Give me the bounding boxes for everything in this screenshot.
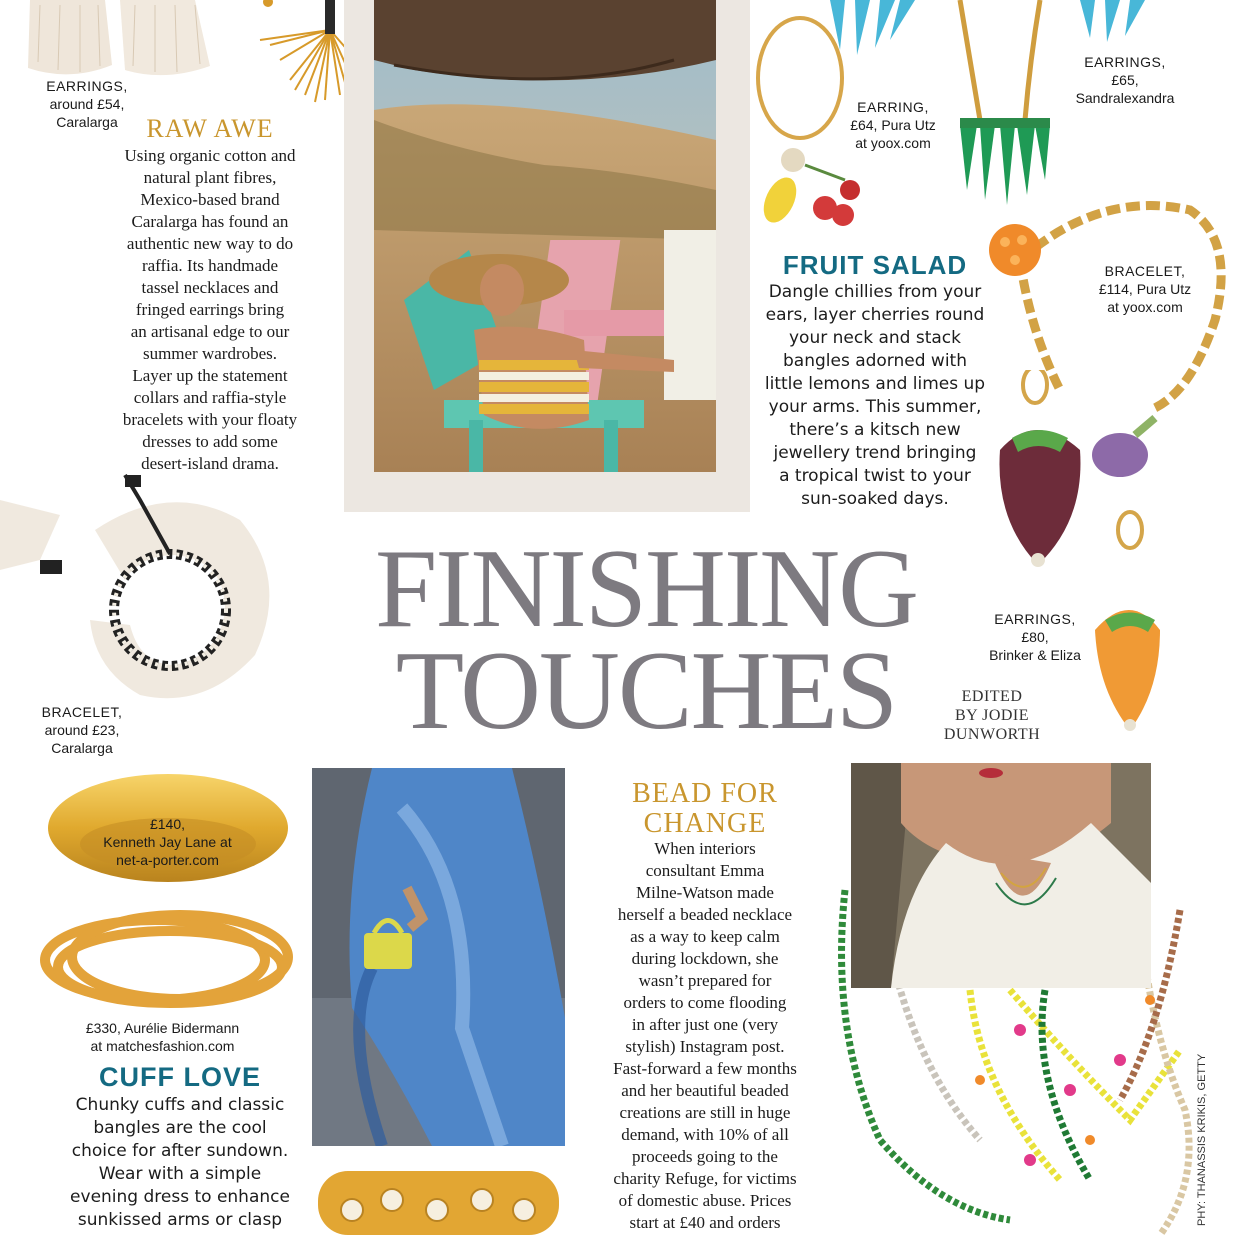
caption-line: at matchesfashion.com bbox=[90, 1038, 235, 1054]
body-line: Mexico-based brand bbox=[140, 190, 280, 209]
edited-by-line: EDITED bbox=[961, 688, 1023, 705]
street-style-photo bbox=[312, 768, 565, 1146]
caption-line: EARRING, bbox=[857, 99, 929, 115]
body-line: natural plant fibres, bbox=[143, 168, 277, 187]
caption-bracelet-pura-utz bbox=[1085, 262, 1205, 316]
cuff-love-heading: CUFF LOVE bbox=[99, 1062, 261, 1092]
body-line: creations are still in huge bbox=[619, 1103, 791, 1122]
caption-line: £114, Pura Utz bbox=[1098, 281, 1192, 297]
caption-earrings-sandralexandra bbox=[1060, 53, 1190, 107]
body-line: there’s a kitsch new bbox=[789, 420, 961, 440]
caption-line: Kenneth Jay Lane at bbox=[103, 834, 232, 850]
body-line: Layer up the statement bbox=[132, 366, 288, 385]
body-line: as a way to keep calm bbox=[630, 927, 780, 946]
body-line: orders to come flooding bbox=[623, 993, 787, 1012]
caption-line: around £23, bbox=[44, 722, 120, 738]
portrait-photo bbox=[851, 763, 1151, 988]
caption-line: £65, bbox=[1111, 72, 1139, 88]
body-line: herself a beaded necklace bbox=[617, 905, 793, 924]
caption-line: Brinker & Eliza bbox=[989, 647, 1081, 663]
page-title-line1: FINISHING bbox=[375, 527, 917, 651]
gold-bangles-image bbox=[35, 905, 305, 1015]
caption-line: EARRINGS, bbox=[994, 611, 1076, 627]
caption-line: around £54, bbox=[49, 96, 125, 112]
caption-line: Caralarga bbox=[51, 740, 113, 756]
caption-line: EARRINGS, bbox=[1084, 54, 1166, 70]
body-line: Milne-Watson made bbox=[636, 883, 774, 902]
pearl-cuff-image bbox=[312, 1165, 565, 1235]
photo-credit: PHY: THANASSIS KRIKIS, GETTY bbox=[1196, 1053, 1208, 1226]
body-line: Caralarga has found an bbox=[131, 212, 289, 231]
caption-line: Caralarga bbox=[56, 114, 118, 130]
body-line: Fast-forward a few months bbox=[613, 1059, 797, 1078]
body-line: summer wardrobes. bbox=[142, 344, 278, 363]
body-line: authentic new way to do bbox=[126, 234, 294, 253]
body-line: Chunky cuffs and classic bbox=[75, 1095, 285, 1115]
caption-bracelet-caralarga bbox=[26, 703, 138, 757]
body-line: a tropical twist to your bbox=[779, 466, 971, 486]
body-line: proceeds going to the bbox=[632, 1147, 778, 1166]
body-line: an artisanal edge to our bbox=[130, 322, 290, 341]
beach-photo bbox=[374, 0, 716, 472]
raw-awe-heading: RAW AWE bbox=[146, 114, 274, 143]
body-line: start at £40 and orders bbox=[629, 1213, 781, 1232]
edited-by-line: DUNWORTH bbox=[943, 726, 1041, 743]
body-line: Using organic cotton and bbox=[124, 146, 296, 165]
body-line: dresses to add some bbox=[142, 432, 278, 451]
body-line: stylish) Instagram post. bbox=[625, 1037, 785, 1056]
body-line: raffia. Its handmade bbox=[141, 256, 279, 275]
caption-line: BRACELET, bbox=[1104, 263, 1186, 279]
caption-cuff-kjl bbox=[85, 815, 250, 869]
caption-earrings-brinker bbox=[980, 610, 1090, 664]
caption-line: at yoox.com bbox=[855, 135, 931, 151]
body-line: fringed earrings bring bbox=[135, 300, 285, 319]
caption-earring-pura-utz bbox=[833, 98, 953, 152]
body-line: charity Refuge, for victims bbox=[613, 1169, 797, 1188]
body-line: sunkissed arms or clasp bbox=[77, 1210, 283, 1230]
body-line: bracelets with your floaty bbox=[122, 410, 298, 429]
caption-line: EARRINGS, bbox=[46, 78, 128, 94]
body-line: bangles adorned with bbox=[782, 351, 967, 371]
body-line: of domestic abuse. Prices bbox=[618, 1191, 792, 1210]
caption-line: at yoox.com bbox=[1107, 299, 1183, 315]
body-line: your neck and stack bbox=[789, 328, 961, 348]
bead-for-change-body bbox=[580, 838, 830, 1234]
body-line: tassel necklaces and bbox=[141, 278, 279, 297]
body-line: sun-soaked days. bbox=[801, 489, 949, 509]
body-line: demand, with 10% of all bbox=[621, 1125, 789, 1144]
caption-line: Sandralexandra bbox=[1075, 90, 1175, 106]
caption-bangles-ab bbox=[55, 1019, 270, 1055]
page-title-line2: TOUCHES bbox=[395, 629, 897, 753]
body-line: consultant Emma bbox=[645, 861, 765, 880]
body-line: Wear with a simple bbox=[98, 1164, 262, 1184]
body-line: little lemons and limes up bbox=[764, 374, 986, 394]
caption-line: £64, Pura Utz bbox=[850, 117, 936, 133]
body-line: and her beautiful beaded bbox=[621, 1081, 789, 1100]
caption-line: BRACELET, bbox=[41, 704, 123, 720]
body-line: collars and raffia-style bbox=[133, 388, 287, 407]
fruit-salad-heading: FRUIT SALAD bbox=[782, 250, 968, 280]
heading-line: BEAD FOR bbox=[632, 778, 778, 809]
caption-line: £330, Aurélie Bidermann bbox=[85, 1020, 240, 1036]
caption-line: £80, bbox=[1021, 629, 1049, 645]
body-line: ears, layer cherries round bbox=[765, 305, 985, 325]
body-line: during lockdown, she bbox=[631, 949, 779, 968]
heading-line: CHANGE bbox=[643, 808, 767, 839]
strawberry-earrings-image bbox=[990, 370, 1160, 740]
fruit-salad-body bbox=[755, 281, 995, 511]
cuff-love-body bbox=[55, 1094, 305, 1232]
body-line: in after just one (very bbox=[631, 1015, 779, 1034]
body-line: Dangle chillies from your bbox=[768, 282, 982, 302]
body-line: When interiors bbox=[654, 839, 756, 858]
body-line: evening dress to enhance bbox=[70, 1187, 290, 1207]
edited-by bbox=[940, 687, 1044, 744]
body-line: bangles are the cool bbox=[93, 1118, 267, 1138]
raffia-bracelet-image bbox=[0, 420, 300, 720]
edited-by-line: BY JODIE bbox=[954, 707, 1030, 724]
caption-line: net-a-porter.com bbox=[116, 852, 219, 868]
body-line: wasn’t prepared for bbox=[638, 971, 772, 990]
bead-for-change-heading bbox=[585, 779, 825, 839]
body-line: your arms. This summer, bbox=[768, 397, 982, 417]
body-line: choice for after sundown. bbox=[71, 1141, 289, 1161]
body-line: desert-island drama. bbox=[141, 454, 279, 473]
caption-line: £140, bbox=[149, 816, 186, 832]
body-line: jewellery trend bringing bbox=[773, 443, 977, 463]
